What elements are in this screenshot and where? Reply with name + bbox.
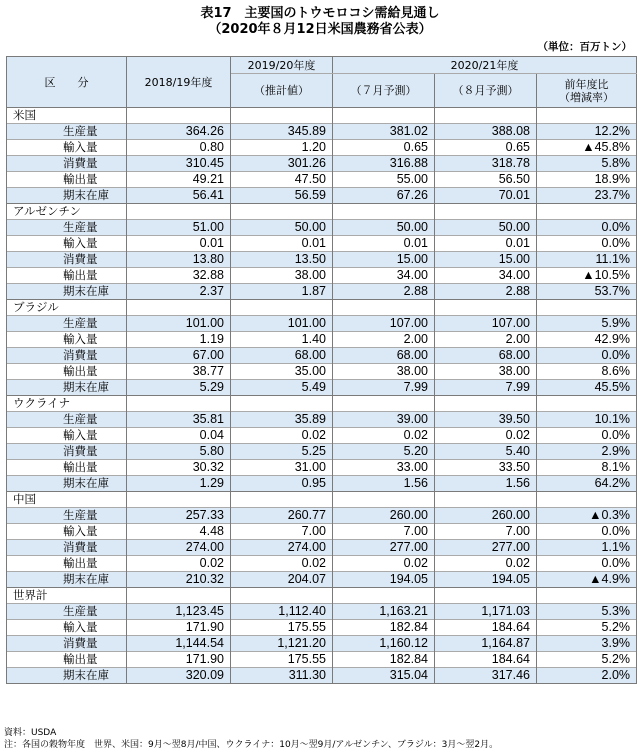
row-label: 生産量: [7, 604, 127, 620]
value-cell: 107.00: [435, 316, 537, 332]
value-cell: 260.77: [231, 508, 333, 524]
value-cell: 194.05: [333, 572, 435, 588]
row-label: 輸入量: [7, 140, 127, 156]
change-cell: 53.7%: [537, 284, 637, 300]
change-cell: 45.5%: [537, 380, 637, 396]
value-cell: 0.02: [127, 556, 231, 572]
table-row: [7, 316, 637, 332]
value-cell: 0.80: [127, 140, 231, 156]
group-name: ウクライナ: [7, 396, 127, 412]
header-2020-jul: （７月予測）: [333, 74, 435, 108]
change-cell: 3.9%: [537, 636, 637, 652]
value-cell: 194.05: [435, 572, 537, 588]
value-cell: 13.50: [231, 252, 333, 268]
empty-cell: [127, 396, 231, 412]
empty-cell: [231, 108, 333, 124]
value-cell: 34.00: [333, 268, 435, 284]
value-cell: 1,121.20: [231, 636, 333, 652]
table-row: [7, 332, 637, 348]
empty-cell: [231, 588, 333, 604]
value-cell: 257.33: [127, 508, 231, 524]
value-cell: 0.02: [333, 428, 435, 444]
empty-cell: [231, 492, 333, 508]
value-cell: 7.00: [435, 524, 537, 540]
empty-cell: [435, 588, 537, 604]
table-row: [7, 428, 637, 444]
value-cell: 50.00: [231, 220, 333, 236]
empty-cell: [333, 300, 435, 316]
value-cell: 274.00: [231, 540, 333, 556]
value-cell: 39.50: [435, 412, 537, 428]
group-name: 世界計: [7, 588, 127, 604]
value-cell: 1,112.40: [231, 604, 333, 620]
change-cell: 5.2%: [537, 652, 637, 668]
row-label: 消費量: [7, 444, 127, 460]
group-name: ブラジル: [7, 300, 127, 316]
row-label: 輸出量: [7, 364, 127, 380]
value-cell: 184.64: [435, 620, 537, 636]
change-cell: 5.8%: [537, 156, 637, 172]
row-label: 生産量: [7, 508, 127, 524]
value-cell: 5.20: [333, 444, 435, 460]
change-cell: 5.3%: [537, 604, 637, 620]
header-change-sub: （増減率）: [559, 90, 615, 104]
value-cell: 15.00: [435, 252, 537, 268]
change-cell: 0.0%: [537, 348, 637, 364]
table-row: [7, 460, 637, 476]
value-cell: 315.04: [333, 668, 435, 684]
change-cell: 10.1%: [537, 412, 637, 428]
empty-cell: [435, 108, 537, 124]
row-label: 消費量: [7, 252, 127, 268]
empty-cell: [435, 492, 537, 508]
row-label: 輸入量: [7, 524, 127, 540]
value-cell: 2.88: [435, 284, 537, 300]
table-row: [7, 636, 637, 652]
value-cell: 56.41: [127, 188, 231, 204]
value-cell: 310.45: [127, 156, 231, 172]
header-change: [537, 74, 637, 108]
table-row: [7, 348, 637, 364]
row-label: 期末在庫: [7, 188, 127, 204]
row-label: 期末在庫: [7, 284, 127, 300]
row-label: 消費量: [7, 156, 127, 172]
value-cell: 184.64: [435, 652, 537, 668]
value-cell: 0.02: [333, 556, 435, 572]
value-cell: 0.95: [231, 476, 333, 492]
value-cell: 5.80: [127, 444, 231, 460]
value-cell: 0.01: [333, 236, 435, 252]
empty-cell: [333, 396, 435, 412]
empty-cell: [435, 396, 537, 412]
table-row: [7, 508, 637, 524]
empty-cell: [537, 396, 637, 412]
table-row: [7, 476, 637, 492]
empty-cell: [333, 108, 435, 124]
change-cell: 5.9%: [537, 316, 637, 332]
title-line-2: （2020年８月12日米国農務省公表）: [208, 22, 432, 37]
change-cell: ▲10.5%: [537, 268, 637, 284]
value-cell: 33.00: [333, 460, 435, 476]
value-cell: 0.02: [231, 428, 333, 444]
title-line-1: 表17 主要国のトウモロコシ需給見通し: [200, 6, 440, 21]
empty-cell: [127, 300, 231, 316]
value-cell: 2.88: [333, 284, 435, 300]
value-cell: 1,164.87: [435, 636, 537, 652]
change-cell: 0.0%: [537, 428, 637, 444]
value-cell: 260.00: [333, 508, 435, 524]
group-name: 米国: [7, 108, 127, 124]
change-cell: 23.7%: [537, 188, 637, 204]
change-cell: 42.9%: [537, 332, 637, 348]
value-cell: 0.02: [435, 556, 537, 572]
change-cell: 64.2%: [537, 476, 637, 492]
empty-cell: [333, 588, 435, 604]
value-cell: 317.46: [435, 668, 537, 684]
value-cell: 5.25: [231, 444, 333, 460]
value-cell: 1.29: [127, 476, 231, 492]
value-cell: 1,123.45: [127, 604, 231, 620]
header-2019-sub: （推計値）: [231, 74, 333, 108]
value-cell: 51.00: [127, 220, 231, 236]
value-cell: 260.00: [435, 508, 537, 524]
group-row: [7, 588, 637, 604]
table-body: [7, 108, 637, 684]
change-cell: ▲4.9%: [537, 572, 637, 588]
table-title: [0, 6, 640, 38]
change-cell: 5.2%: [537, 620, 637, 636]
value-cell: 2.00: [333, 332, 435, 348]
value-cell: 1.56: [333, 476, 435, 492]
value-cell: 67.00: [127, 348, 231, 364]
value-cell: 0.01: [127, 236, 231, 252]
value-cell: 1.56: [435, 476, 537, 492]
change-cell: 8.1%: [537, 460, 637, 476]
value-cell: 316.88: [333, 156, 435, 172]
value-cell: 38.00: [231, 268, 333, 284]
value-cell: 277.00: [333, 540, 435, 556]
value-cell: 171.90: [127, 620, 231, 636]
empty-cell: [537, 204, 637, 220]
value-cell: 1.20: [231, 140, 333, 156]
group-row: [7, 204, 637, 220]
value-cell: 56.50: [435, 172, 537, 188]
header-2018: 2018/19年度: [127, 57, 231, 108]
value-cell: 35.89: [231, 412, 333, 428]
row-label: 期末在庫: [7, 476, 127, 492]
value-cell: 4.48: [127, 524, 231, 540]
table-row: [7, 220, 637, 236]
value-cell: 0.01: [231, 236, 333, 252]
footnote: 注：各国の穀物年度 世界、米国：9月～翌8月/中国、ウクライナ：10月～翌9月/アルゼンチン、ブラジル：3月～翌2月。: [4, 740, 499, 750]
group-name: アルゼンチン: [7, 204, 127, 220]
row-label: 生産量: [7, 124, 127, 140]
value-cell: 68.00: [333, 348, 435, 364]
change-cell: 8.6%: [537, 364, 637, 380]
unit-label: （単位：百万トン）: [537, 41, 632, 53]
value-cell: 274.00: [127, 540, 231, 556]
value-cell: 210.32: [127, 572, 231, 588]
row-label: 消費量: [7, 348, 127, 364]
value-cell: 1.87: [231, 284, 333, 300]
value-cell: 7.00: [333, 524, 435, 540]
value-cell: 182.84: [333, 620, 435, 636]
group-row: [7, 492, 637, 508]
change-cell: 0.0%: [537, 556, 637, 572]
value-cell: 32.88: [127, 268, 231, 284]
change-cell: 12.2%: [537, 124, 637, 140]
value-cell: 47.50: [231, 172, 333, 188]
value-cell: 1,144.54: [127, 636, 231, 652]
group-row: [7, 396, 637, 412]
value-cell: 55.00: [333, 172, 435, 188]
table-row: [7, 252, 637, 268]
empty-cell: [127, 108, 231, 124]
row-label: 輸出量: [7, 268, 127, 284]
value-cell: 5.40: [435, 444, 537, 460]
row-label: 期末在庫: [7, 668, 127, 684]
value-cell: 2.37: [127, 284, 231, 300]
value-cell: 1,171.03: [435, 604, 537, 620]
table-row: [7, 540, 637, 556]
change-cell: 11.1%: [537, 252, 637, 268]
row-label: 生産量: [7, 316, 127, 332]
change-cell: 0.0%: [537, 524, 637, 540]
value-cell: 182.84: [333, 652, 435, 668]
value-cell: 0.01: [435, 236, 537, 252]
value-cell: 50.00: [333, 220, 435, 236]
value-cell: 38.77: [127, 364, 231, 380]
row-label: 期末在庫: [7, 572, 127, 588]
table-row: [7, 444, 637, 460]
change-cell: 18.9%: [537, 172, 637, 188]
empty-cell: [537, 492, 637, 508]
value-cell: 5.29: [127, 380, 231, 396]
row-label: 生産量: [7, 220, 127, 236]
value-cell: 345.89: [231, 124, 333, 140]
value-cell: 67.26: [333, 188, 435, 204]
value-cell: 171.90: [127, 652, 231, 668]
value-cell: 0.65: [333, 140, 435, 156]
row-label: 輸入量: [7, 620, 127, 636]
change-cell: ▲45.8%: [537, 140, 637, 156]
header-2020: 2020/21年度: [333, 57, 637, 74]
table-row: [7, 668, 637, 684]
row-label: 消費量: [7, 540, 127, 556]
group-row: [7, 300, 637, 316]
value-cell: 320.09: [127, 668, 231, 684]
value-cell: 318.78: [435, 156, 537, 172]
value-cell: 1,160.12: [333, 636, 435, 652]
table-row: [7, 268, 637, 284]
group-row: [7, 108, 637, 124]
supply-demand-table: [6, 56, 637, 684]
row-label: 輸出量: [7, 556, 127, 572]
source-note: 資料：USDA: [4, 728, 57, 738]
row-label: 輸出量: [7, 460, 127, 476]
change-cell: ▲0.3%: [537, 508, 637, 524]
value-cell: 39.00: [333, 412, 435, 428]
value-cell: 13.80: [127, 252, 231, 268]
table-row: [7, 140, 637, 156]
header-category: 区 分: [7, 57, 127, 108]
value-cell: 34.00: [435, 268, 537, 284]
table-row: [7, 124, 637, 140]
empty-cell: [537, 300, 637, 316]
group-name: 中国: [7, 492, 127, 508]
empty-cell: [333, 492, 435, 508]
value-cell: 381.02: [333, 124, 435, 140]
empty-cell: [435, 204, 537, 220]
value-cell: 277.00: [435, 540, 537, 556]
table-row: [7, 572, 637, 588]
table-row: [7, 412, 637, 428]
table-row: [7, 604, 637, 620]
value-cell: 0.02: [435, 428, 537, 444]
value-cell: 175.55: [231, 620, 333, 636]
value-cell: 1.40: [231, 332, 333, 348]
table-row: [7, 524, 637, 540]
value-cell: 68.00: [231, 348, 333, 364]
row-label: 輸出量: [7, 652, 127, 668]
change-cell: 0.0%: [537, 236, 637, 252]
table-row: [7, 364, 637, 380]
value-cell: 1,163.21: [333, 604, 435, 620]
row-label: 輸入量: [7, 332, 127, 348]
value-cell: 38.00: [435, 364, 537, 380]
value-cell: 1.19: [127, 332, 231, 348]
empty-cell: [127, 588, 231, 604]
table-row: [7, 156, 637, 172]
value-cell: 5.49: [231, 380, 333, 396]
value-cell: 56.59: [231, 188, 333, 204]
table-row: [7, 236, 637, 252]
value-cell: 101.00: [231, 316, 333, 332]
row-label: 輸入量: [7, 428, 127, 444]
value-cell: 15.00: [333, 252, 435, 268]
empty-cell: [231, 300, 333, 316]
value-cell: 364.26: [127, 124, 231, 140]
empty-cell: [435, 300, 537, 316]
header-change-label: 前年度比: [564, 77, 609, 91]
value-cell: 301.26: [231, 156, 333, 172]
row-label: 生産量: [7, 412, 127, 428]
value-cell: 33.50: [435, 460, 537, 476]
row-label: 消費量: [7, 636, 127, 652]
value-cell: 7.99: [435, 380, 537, 396]
table-row: [7, 620, 637, 636]
empty-cell: [231, 204, 333, 220]
value-cell: 204.07: [231, 572, 333, 588]
value-cell: 107.00: [333, 316, 435, 332]
value-cell: 2.00: [435, 332, 537, 348]
value-cell: 70.01: [435, 188, 537, 204]
value-cell: 175.55: [231, 652, 333, 668]
table-row: [7, 188, 637, 204]
value-cell: 68.00: [435, 348, 537, 364]
value-cell: 31.00: [231, 460, 333, 476]
header-2019: 2019/20年度: [231, 57, 333, 74]
empty-cell: [127, 492, 231, 508]
change-cell: 0.0%: [537, 220, 637, 236]
row-label: 輸出量: [7, 172, 127, 188]
value-cell: 35.81: [127, 412, 231, 428]
table-row: [7, 652, 637, 668]
value-cell: 35.00: [231, 364, 333, 380]
value-cell: 7.00: [231, 524, 333, 540]
value-cell: 0.04: [127, 428, 231, 444]
change-cell: 1.1%: [537, 540, 637, 556]
table-row: [7, 380, 637, 396]
value-cell: 50.00: [435, 220, 537, 236]
table-row: [7, 172, 637, 188]
empty-cell: [537, 108, 637, 124]
value-cell: 30.32: [127, 460, 231, 476]
change-cell: 2.9%: [537, 444, 637, 460]
value-cell: 101.00: [127, 316, 231, 332]
table-row: [7, 556, 637, 572]
empty-cell: [537, 588, 637, 604]
row-label: 輸入量: [7, 236, 127, 252]
table-row: [7, 284, 637, 300]
empty-cell: [231, 396, 333, 412]
value-cell: 38.00: [333, 364, 435, 380]
value-cell: 311.30: [231, 668, 333, 684]
value-cell: 0.65: [435, 140, 537, 156]
change-cell: 2.0%: [537, 668, 637, 684]
header-2020-aug: （８月予測）: [435, 74, 537, 108]
value-cell: 0.02: [231, 556, 333, 572]
row-label: 期末在庫: [7, 380, 127, 396]
empty-cell: [127, 204, 231, 220]
value-cell: 7.99: [333, 380, 435, 396]
empty-cell: [333, 204, 435, 220]
value-cell: 49.21: [127, 172, 231, 188]
value-cell: 388.08: [435, 124, 537, 140]
